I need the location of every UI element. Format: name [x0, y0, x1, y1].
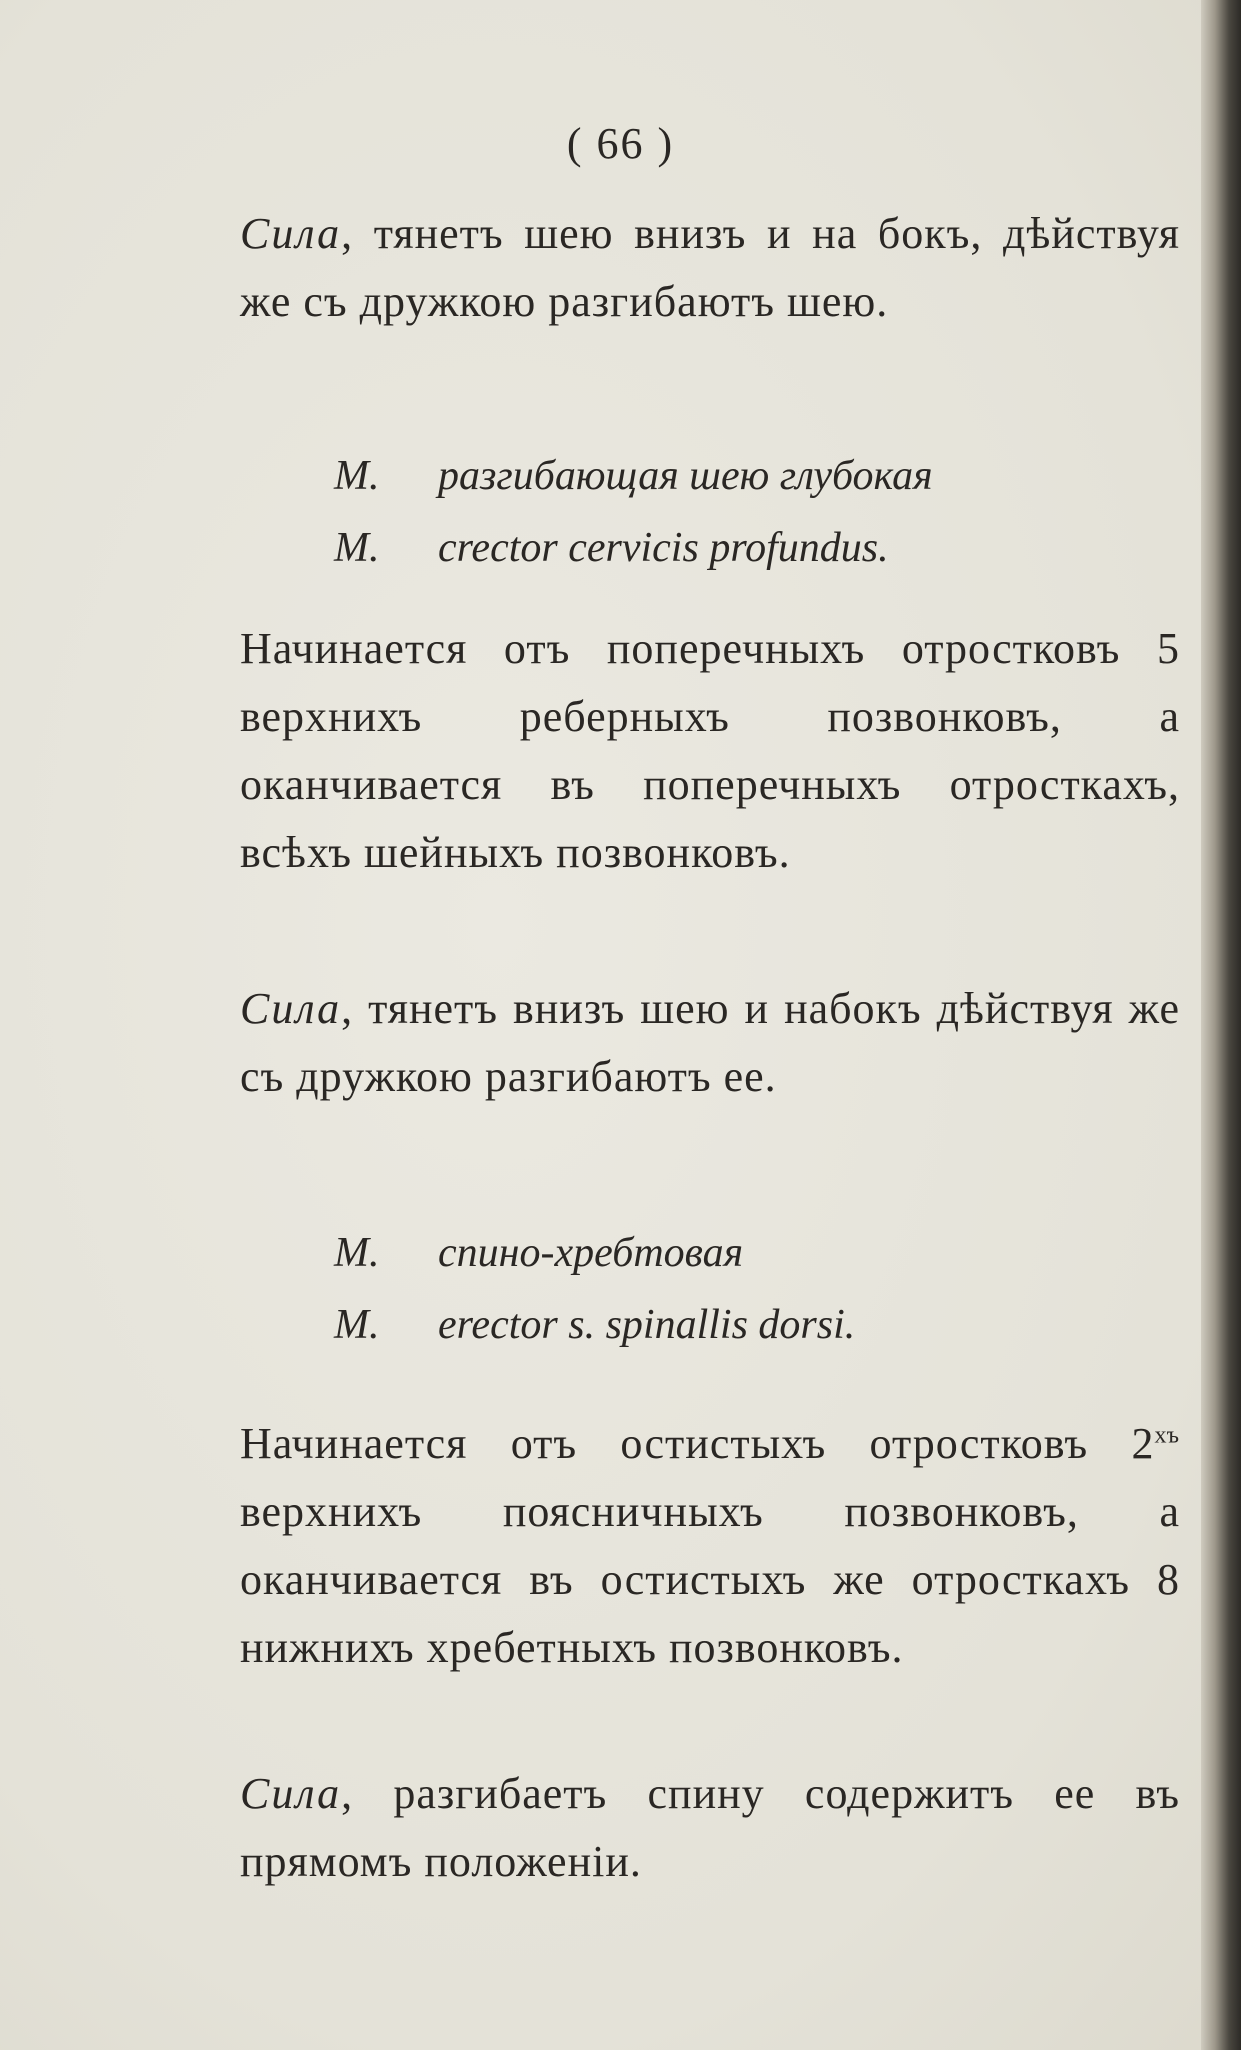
paragraph-lead: Сила — [240, 209, 342, 258]
paragraph-text: , тянетъ внизъ шею и набокъ дѣйствуя же съ дружкою разгибаютъ ее. — [240, 984, 1180, 1101]
muscle-name: спино-хребтовая — [438, 1230, 744, 1276]
muscle-prefix: М. — [334, 1230, 380, 1276]
muscle-prefix: М. — [334, 453, 380, 499]
paragraph-text: , тянетъ шею внизъ и на бокъ, дѣйствуя же съ дружкою разгибаютъ шею. — [240, 209, 1180, 326]
book-spine-shadow — [1201, 0, 1241, 2050]
paragraph-text: , разгибаетъ спину содержитъ ее въ прямомъ положенiи. — [240, 1769, 1180, 1886]
superscript-suffix: хъ — [1154, 1422, 1180, 1449]
muscle-name: crector cervicis profundus. — [438, 525, 889, 571]
paragraph-5 — [240, 1760, 1180, 1896]
paragraph-text: Начинается отъ остистыхъ отростковъ 2 — [240, 1419, 1155, 1468]
paragraph-3 — [240, 975, 1180, 1111]
muscle-latin-name — [334, 1289, 1184, 1361]
paragraph-text: Начинается отъ поперечныхъ отростковъ 5 верхнихъ реберныхъ позвонковъ, а оканчивается въ поперечныхъ отросткахъ, всѣхъ шейныхъ позвонковъ. — [240, 624, 1180, 877]
paragraph-lead: Сила — [240, 1769, 342, 1818]
muscle-name: разгибающая шею глубокая — [438, 453, 933, 499]
muscle-latin-name — [334, 512, 1184, 584]
muscle-heading-2 — [334, 1217, 1184, 1361]
muscle-heading-1 — [334, 440, 1184, 584]
paragraph-2 — [240, 615, 1180, 887]
muscle-russian-name — [334, 1217, 1184, 1289]
paragraph-4 — [240, 1410, 1180, 1682]
paragraph-text: верхнихъ поясничныхъ позвонковъ, а оканчивается въ остистыхъ же отросткахъ 8 нижнихъ хребетныхъ позвонковъ. — [240, 1487, 1180, 1672]
muscle-prefix: M. — [334, 525, 380, 571]
paragraph-1 — [240, 200, 1180, 336]
page-number: ( 66 ) — [566, 119, 675, 168]
paragraph-lead: Сила — [240, 984, 342, 1033]
muscle-prefix: M. — [334, 1302, 380, 1348]
muscle-russian-name — [334, 440, 1184, 512]
muscle-name: erector s. spinallis dorsi. — [438, 1302, 856, 1348]
